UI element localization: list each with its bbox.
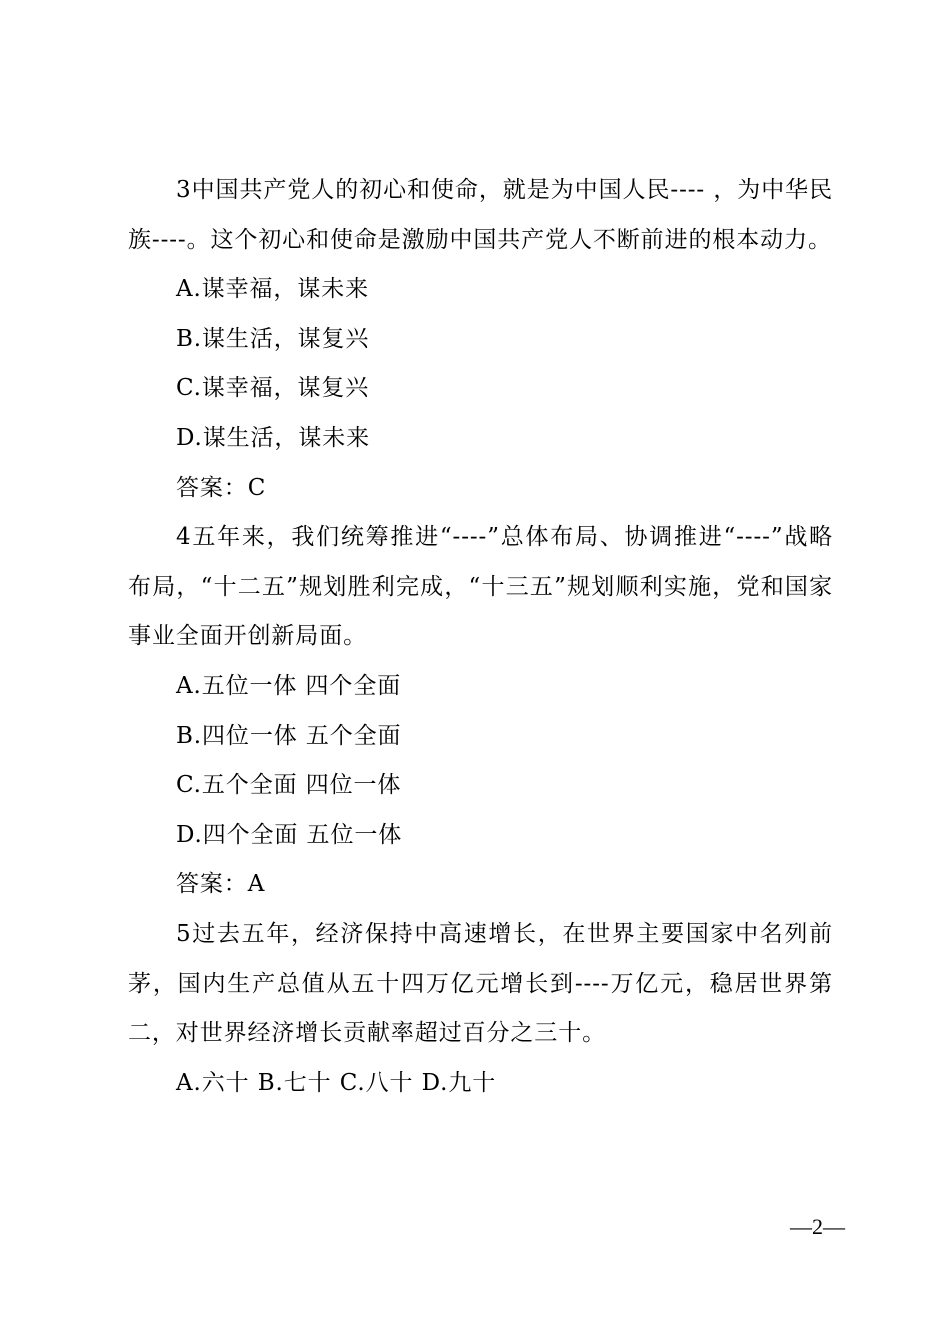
question-3-option-a: A.谋幸福，谋未来 bbox=[176, 276, 370, 303]
question-3-option-c: C.谋幸福，谋复兴 bbox=[176, 375, 370, 402]
page-number: —2— bbox=[790, 1214, 845, 1239]
question-4-option-b: B.四位一体 五个全面 bbox=[176, 722, 402, 749]
question-5-text: 5过去五年，经济保持中高速增长，在世界主要国家中名列前茅，国内生产总值从五十四万亿元增长到----万亿元，稳居世界第二，对世界经济增长贡献率超过百分之三十。 bbox=[128, 920, 833, 1047]
question-4-answer: 答案：A bbox=[176, 871, 266, 898]
question-4-option-c: C.五个全面 四位一体 bbox=[176, 772, 402, 799]
question-5 bbox=[128, 910, 833, 1108]
question-4-text: 4五年来，我们统筹推进“----”总体布局、协调推进“----”战略布局，“十二五”规划胜利完成，“十三五”规划顺利实施，党和国家事业全面开创新局面。 bbox=[128, 524, 833, 650]
question-3-answer: 答案：C bbox=[176, 474, 267, 501]
question-3-text: 3中国共产党人的初心和使命，就是为中国人民---- ，为中华民族----。这个初心和使命是激励中国共产党人不断前进的根本动力。 bbox=[128, 177, 833, 253]
question-3 bbox=[128, 166, 833, 513]
question-4-option-d: D.四个全面 五位一体 bbox=[176, 821, 403, 848]
question-5-options: A.六十 B.七十 C.八十 D.九十 bbox=[176, 1069, 497, 1096]
document-body bbox=[128, 166, 833, 1108]
question-3-option-b: B.谋生活，谋复兴 bbox=[176, 325, 370, 352]
question-4 bbox=[128, 513, 833, 910]
question-3-option-d: D.谋生活，谋未来 bbox=[176, 424, 371, 451]
question-4-option-a: A.五位一体 四个全面 bbox=[176, 672, 402, 699]
